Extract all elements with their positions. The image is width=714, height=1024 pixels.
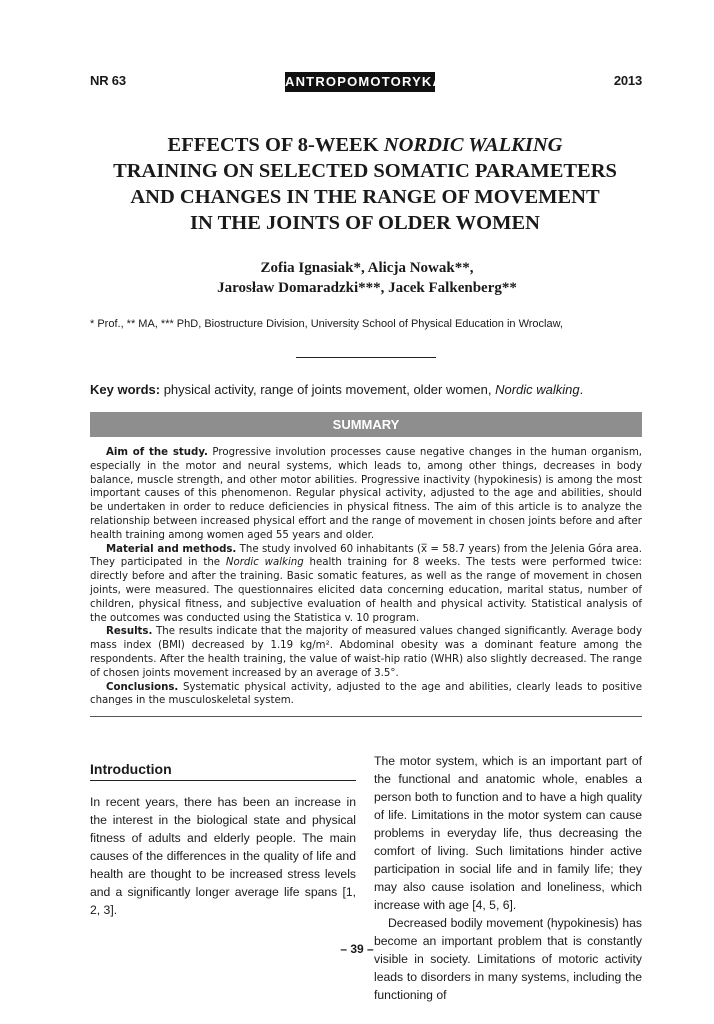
article-title (70, 132, 660, 236)
abstract-divider (90, 716, 642, 717)
keywords-text: physical activity, range of joints movement, older women, (160, 382, 496, 397)
page-number: – 39 – (340, 942, 374, 956)
methods-italic: Nordic walking (225, 557, 304, 569)
keywords (90, 382, 650, 397)
methods-label: Material and methods. (106, 543, 237, 555)
body-column-left (90, 760, 356, 919)
abstract-aim (90, 446, 642, 543)
authors-line-2: Jarosław Domaradzki***, Jacek Falkenberg** (217, 280, 517, 296)
keywords-italic: Nordic walking (495, 382, 580, 397)
abstract-methods (90, 543, 642, 626)
title-line-2: TRAINING ON SELECTED SOMATIC PARAMETERS (113, 160, 617, 182)
journal-name: ANTROPOMOTORYKA (285, 72, 435, 92)
author-list (80, 258, 654, 298)
body-column-right (374, 752, 642, 1004)
abstract-results (90, 625, 642, 680)
issue-number: NR 63 (90, 73, 126, 88)
authors-line-1: Zofia Ignasiak*, Alicja Nowak**, (260, 260, 474, 276)
keywords-label: Key words: (90, 382, 161, 397)
summary-heading: SUMMARY (90, 412, 642, 437)
results-label: Results. (106, 626, 153, 638)
title-line-4: IN THE JOINTS OF OLDER WOMEN (190, 212, 540, 234)
abstract (90, 446, 642, 708)
section-heading-introduction: Introduction (90, 760, 356, 781)
methods-text-1: The study involved 60 inhabitants (x̅ = 58.7 years) from the Jelenia Góra area. They participated in the (90, 543, 643, 569)
abstract-conclusions (90, 681, 642, 709)
publication-year: 2013 (613, 73, 642, 88)
conclusions-text: Systematic physical activity, adjusted to the age and abilities, clearly leads to positive changes in the musculoskeletal system. (90, 681, 642, 707)
title-line-3: AND CHANGES IN THE RANGE OF MOVEMENT (130, 186, 600, 208)
intro-paragraph-1: In recent years, there has been an increase in the interest in the biological state and physical fitness of adults and elderly people. The main causes of the differences in the quality of life and health are thought to be increased stress levels and a significantly longer average life spans [1, 2, 3]. (90, 795, 356, 917)
title-italic: NORDIC WALKING (383, 134, 563, 156)
aim-text: Progressive involution processes cause negative changes in the human organism, especially in the motor and neural systems, which leads to, among other things, decreases in body balance, muscle strength, and other motor abilities. Progressive inactivity (hypokinesis) is among the most important causes of this phenomenon. Regular physical activity, adjusted to the age and abilities, should be undertaken in order to reduce deficiencies in physical fitness. The aim of this article is to analyze the relationship between increased physical effort and the range of movement in chosen joints before and after health training among women aged 55 years and older. (90, 447, 642, 541)
conclusions-label: Conclusions. (106, 681, 179, 693)
keywords-end: . (579, 382, 584, 397)
intro-paragraph-2-continued: The motor system, which is an important part of the functional and anatomic whole, enables a person both to function and to have a high quality of life. Limitations in the motor system can cause problems in everyday life, thus decreasing the comfort of living. Such limitations hinder active participation in social life and in family life; they may also cause isolation and loneliness, which increase with age [4, 5, 6]. (374, 754, 642, 912)
aim-label: Aim of the study. (106, 447, 208, 458)
results-text: The results indicate that the majority of measured values changed significantly. Average body mass index (BMI) decreased by 1.19 kg/m². Abdominal obesity was a dominant feature among the respondents. After the health training, the value of waist-hip ratio (WHR) also slightly decreased. The range of chosen joints movement increased by an average of 3.5°. (90, 626, 642, 679)
affiliation: * Prof., ** MA, *** PhD, Biostructure Division, University School of Physical Education in Wroclaw, (90, 318, 563, 330)
methods-text-2: health training for 8 weeks. The tests were performed twice: directly before and after the training. Basic somatic features, as well as the range of movement in chosen joints, were measured. The questionnaires elicited data concerning education, marital status, number of children, physical fitness, and subjective evaluation of health and physical activity. Statistical analysis of the outcomes was conducted using the Statistica v. 10 program. (90, 557, 642, 624)
intro-paragraph-3: Decreased bodily movement (hypokinesis) has become an important problem that is constantly visible in society. Limitations of motoric activity leads to disorders in many systems, including the functioning of (374, 916, 642, 1002)
title-line-1: EFFECTS OF 8-WEEK (167, 134, 384, 156)
divider (296, 357, 436, 358)
